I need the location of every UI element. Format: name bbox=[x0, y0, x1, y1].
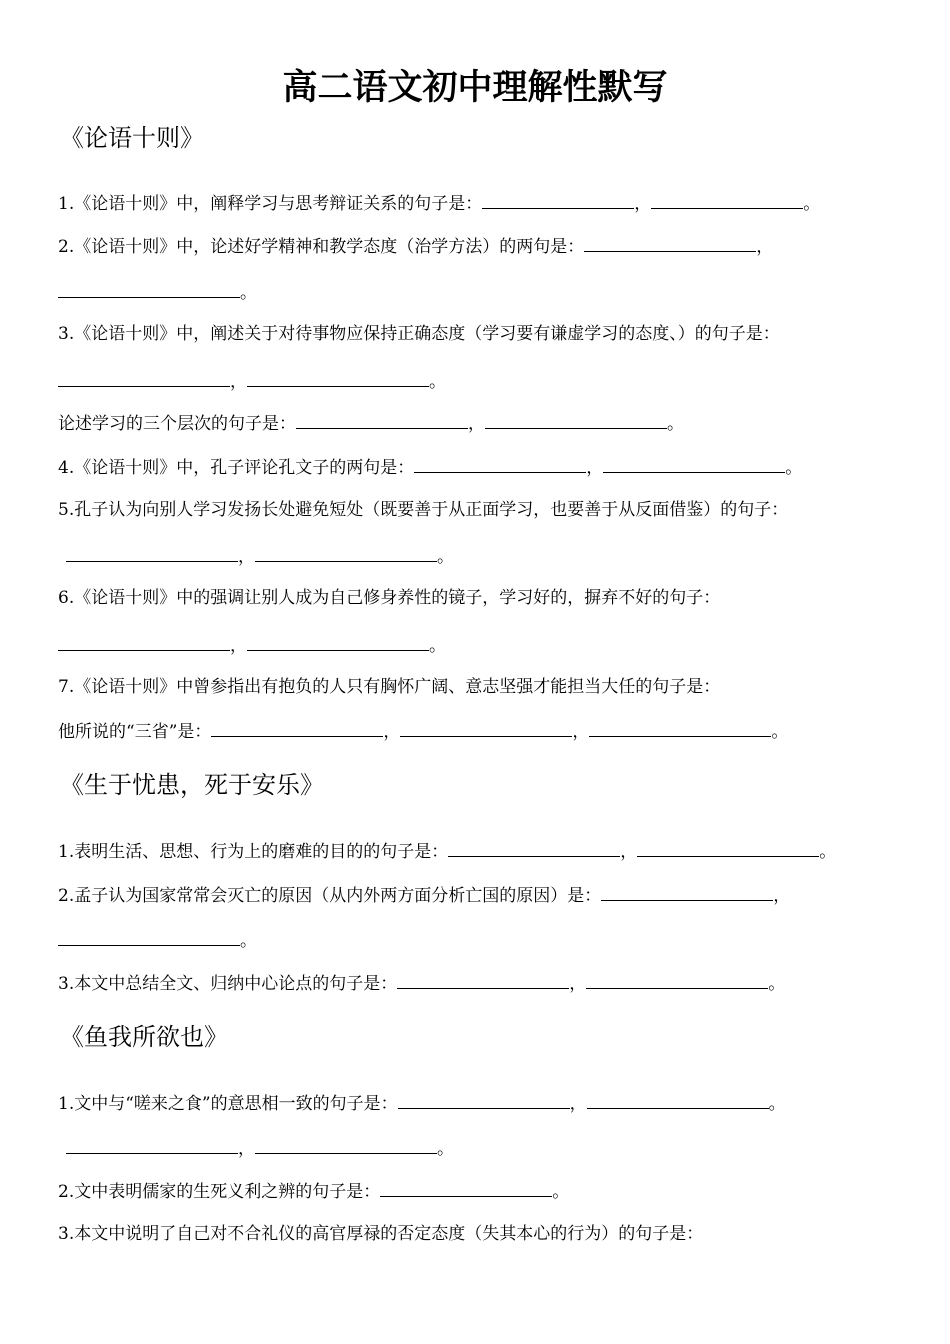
answer-blank[interactable] bbox=[380, 1178, 552, 1197]
answer-blank[interactable] bbox=[601, 882, 773, 901]
answer-blank[interactable] bbox=[66, 1135, 238, 1154]
question-line: 1.《论语十则》中，阐释学习与思考辩证关系的句子是： ， 。 bbox=[58, 190, 820, 216]
question-line: 2.孟子认为国家常常会灭亡的原因（从内外两方面分析亡国的原因）是： ， bbox=[58, 882, 790, 908]
question-line: 3.本文中说明了自己对不合礼仪的高官厚禄的否定态度（失其本心的行为）的句子是： bbox=[58, 1224, 704, 1244]
question-line: 7.《论语十则》中曾参指出有抱负的人只有胸怀广阔、意志坚强才能担当大任的句子是： bbox=[58, 677, 721, 697]
answer-blank[interactable] bbox=[603, 454, 785, 473]
question-line: ， 。 bbox=[58, 368, 446, 394]
page-title: 高二语文初中理解性默写 bbox=[282, 68, 668, 108]
question-line: 5.孔子认为向别人学习发扬长处避免短处（既要善于从正面学习，也要善于从反面借鉴）的句子： bbox=[58, 500, 789, 520]
question-line: 1.文中与“嗟来之食”的意思相一致的句子是： ， 。 bbox=[58, 1090, 786, 1116]
section-heading-yuwo: 《鱼我所欲也》 bbox=[60, 1023, 228, 1051]
question-line: ， 。 bbox=[58, 632, 446, 658]
answer-blank[interactable] bbox=[255, 1135, 437, 1154]
section-heading-lunyu: 《论语十则》 bbox=[60, 124, 204, 152]
question-line: 4.《论语十则》中，孔子评论孔文子的两句是： ， 。 bbox=[58, 454, 802, 480]
answer-blank[interactable] bbox=[58, 927, 240, 946]
answer-blank[interactable] bbox=[397, 970, 569, 989]
answer-blank[interactable] bbox=[247, 368, 429, 387]
section-heading-shengyu: 《生于忧患，死于安乐》 bbox=[60, 771, 324, 799]
answer-blank[interactable] bbox=[400, 718, 572, 737]
answer-blank[interactable] bbox=[58, 632, 230, 651]
question-line: 1.表明生活、思想、行为上的磨难的目的的句子是： ， 。 bbox=[58, 838, 836, 864]
answer-blank[interactable] bbox=[211, 718, 383, 737]
question-line: ， 。 bbox=[66, 543, 454, 569]
question-line: 3.本文中总结全文、归纳中心论点的句子是： ， 。 bbox=[58, 970, 785, 996]
question-line: 他所说的“三省”是： ， ， 。 bbox=[58, 718, 788, 744]
answer-blank[interactable] bbox=[414, 454, 586, 473]
answer-blank[interactable] bbox=[66, 543, 238, 562]
answer-blank[interactable] bbox=[589, 718, 771, 737]
answer-blank[interactable] bbox=[58, 279, 240, 298]
answer-blank[interactable] bbox=[296, 410, 468, 429]
question-line: 6.《论语十则》中的强调让别人成为自己修身养性的镜子，学习好的，摒弃不好的句子： bbox=[58, 588, 721, 608]
answer-blank[interactable] bbox=[398, 1090, 570, 1109]
question-line: 2.《论语十则》中，论述好学精神和教学态度（治学方法）的两句是： ， bbox=[58, 233, 773, 259]
answer-blank[interactable] bbox=[58, 368, 230, 387]
answer-blank[interactable] bbox=[584, 233, 756, 252]
answer-blank[interactable] bbox=[587, 1090, 769, 1109]
question-line: ， 。 bbox=[66, 1135, 454, 1161]
question-line: 。 bbox=[58, 279, 257, 305]
answer-blank[interactable] bbox=[651, 190, 803, 209]
question-line: 3.《论语十则》中，阐述关于对待事物应保持正确态度（学习要有谦虚学习的态度、）的句子是： bbox=[58, 324, 780, 344]
answer-blank[interactable] bbox=[255, 543, 437, 562]
answer-blank[interactable] bbox=[448, 838, 620, 857]
answer-blank[interactable] bbox=[586, 970, 768, 989]
answer-blank[interactable] bbox=[482, 190, 634, 209]
question-line: 。 bbox=[58, 927, 257, 953]
answer-blank[interactable] bbox=[247, 632, 429, 651]
answer-blank[interactable] bbox=[637, 838, 819, 857]
question-line: 论述学习的三个层次的句子是： ， 。 bbox=[58, 410, 684, 436]
question-line: 2.文中表明儒家的生死义利之辨的句子是： 。 bbox=[58, 1178, 569, 1204]
answer-blank[interactable] bbox=[485, 410, 667, 429]
